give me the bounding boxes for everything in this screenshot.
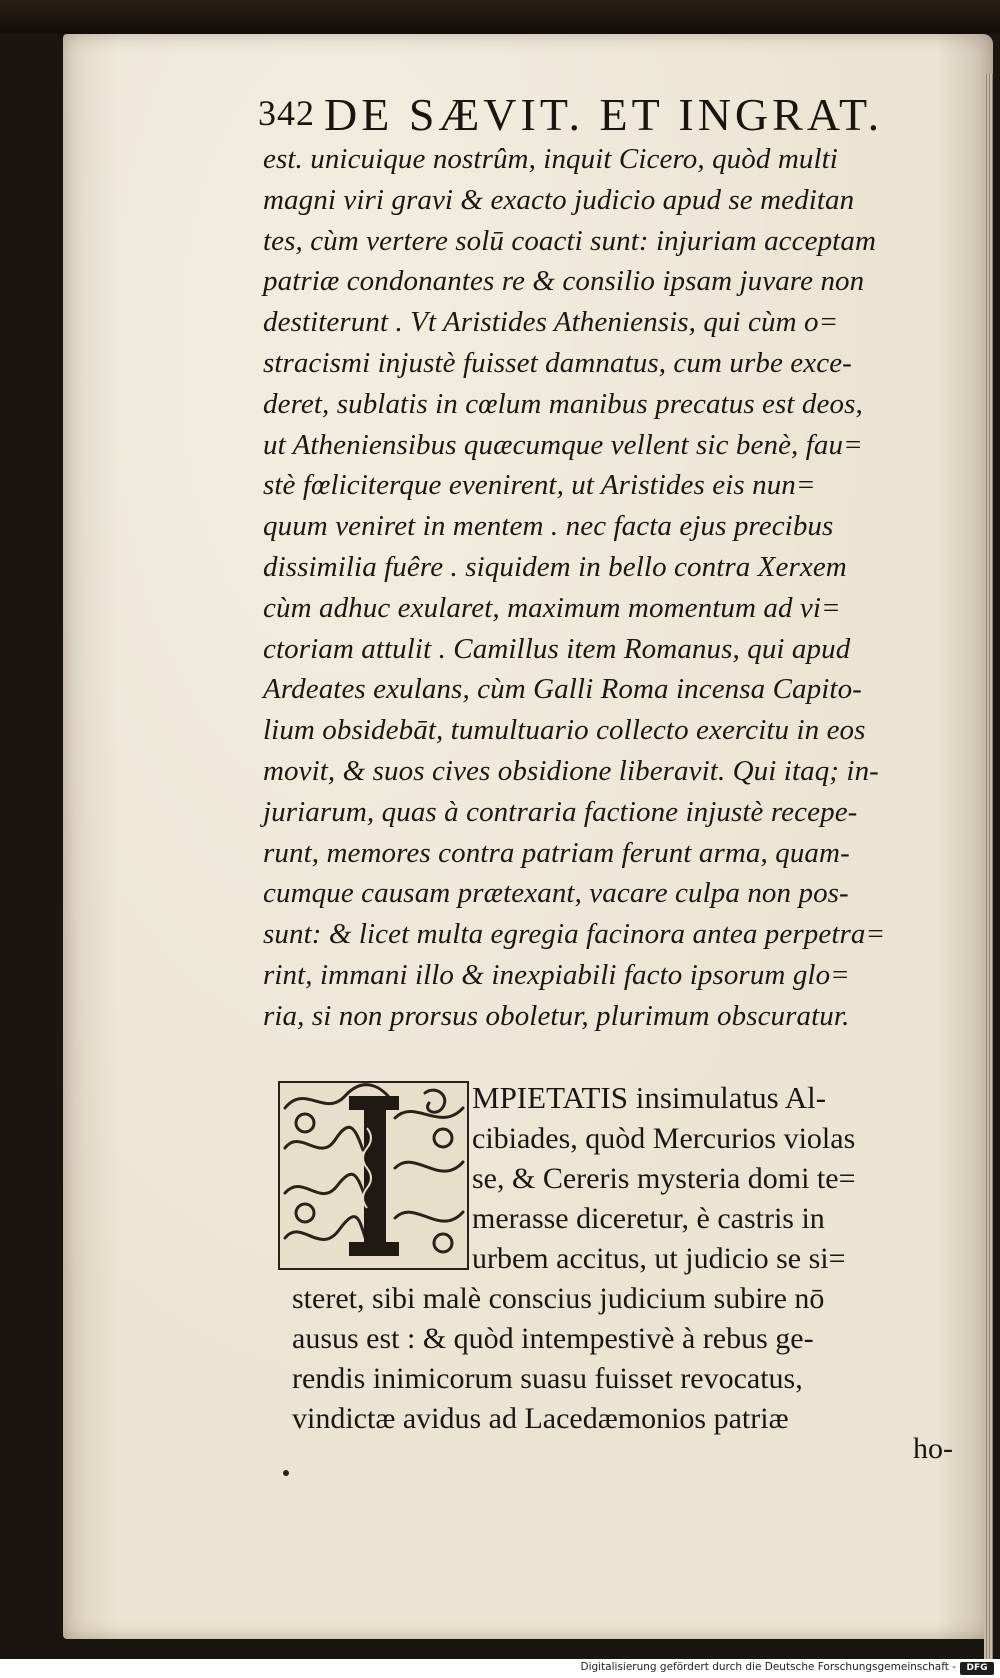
text-line: rendis inimicorum suasu fuisset revocatus, <box>292 1362 803 1395</box>
text-line: runt, memores contra patriam ferunt arma, quam- <box>263 836 850 869</box>
text-line: merasse diceretur, è castris in <box>472 1202 825 1235</box>
text-line: sunt: & licet multa egregia facinora antea perpetra= <box>263 918 886 951</box>
scan-top-border <box>0 0 1000 34</box>
text-line: cumque causam prætexant, vacare culpa non pos- <box>263 877 849 910</box>
digitization-credit: Digitalisierung gefördert durch die Deutsche Forschungsgemeinschaft - <box>580 1661 956 1673</box>
text-line: destiterunt . Vt Aristides Atheniensis, qui cùm o= <box>263 306 839 339</box>
running-head: DE SÆVIT. ET INGRAT. <box>324 89 884 140</box>
text-line: est. unicuique nostrûm, inquit Cicero, quòd multi <box>263 143 838 175</box>
text-line: cibiades, quòd Mercurios violas <box>472 1122 856 1155</box>
text-line: quum veniret in mentem . nec facta ejus precibus <box>263 510 834 543</box>
text-line: ut Atheniensibus quæcumque vellent sic benè, fau= <box>263 428 863 461</box>
text-line: stè fœliciterque evenirent, ut Aristides eis nun= <box>263 469 816 502</box>
text-line: tes, cùm vertere solū coacti sunt: injuriam acceptam <box>263 224 876 257</box>
text-line: ausus est : & quòd intempestivè à rebus ge- <box>292 1322 814 1355</box>
text-line: se, & Cereris mysteria domi te= <box>472 1162 856 1195</box>
text-line: cùm adhuc exularet, maximum momentum ad vi= <box>263 591 841 624</box>
text-line: rint, immani illo & inexpiabili facto ipsorum glo= <box>263 958 850 991</box>
text-line: ctoriam attulit . Camillus item Romanus, qui apud <box>263 632 851 665</box>
text-line: vindictæ avidus ad Lacedæmonios patriæ <box>292 1402 789 1435</box>
page-edge <box>984 74 993 1664</box>
text-line: Ardeates exulans, cùm Galli Roma incensa Capito- <box>263 673 862 706</box>
text-line: dissimilia fuêre . siquidem in bello contra Xerxem <box>263 550 847 583</box>
initial-letter <box>275 1078 276 1079</box>
ink-mark <box>283 1470 289 1476</box>
page-header <box>258 88 918 144</box>
text-line: ria, si non prorsus oboletur, plurimum obscuratur. <box>263 999 850 1032</box>
text-line: steret, sibi malè conscius judicium subire nō <box>292 1282 825 1315</box>
text-line: stracismi injustè fuisset damnatus, cum urbe exce- <box>263 346 852 379</box>
page-number: 342 <box>258 93 315 133</box>
text-line: deret, sublatis in cœlum manibus precatus est deos, <box>263 387 863 420</box>
dfg-logo: DFG <box>960 1662 994 1675</box>
text-line: juriarum, quas à contraria factione injustè recepe- <box>263 795 858 828</box>
text-line: patriæ condonantes re & consilio ipsam juvare non <box>263 265 865 298</box>
text-line: urbem accitus, ut judicio se si= <box>472 1242 846 1275</box>
catchword: ho- <box>913 1432 953 1465</box>
decorated-initial-art <box>275 1078 472 1273</box>
text-line: lium obsidebāt, tumultuario collecto exercitu in eos <box>263 714 866 747</box>
decorated-initial <box>275 1078 472 1273</box>
italic-text-block <box>263 139 933 1037</box>
text-line: MPIETATIS insimulatus Al- <box>472 1080 827 1115</box>
text-line: movit, & suos cives obsidione liberavit. Qui itaq; in- <box>263 754 879 787</box>
text-line: magni viri gravi & exacto judicio apud se meditan <box>263 183 855 216</box>
